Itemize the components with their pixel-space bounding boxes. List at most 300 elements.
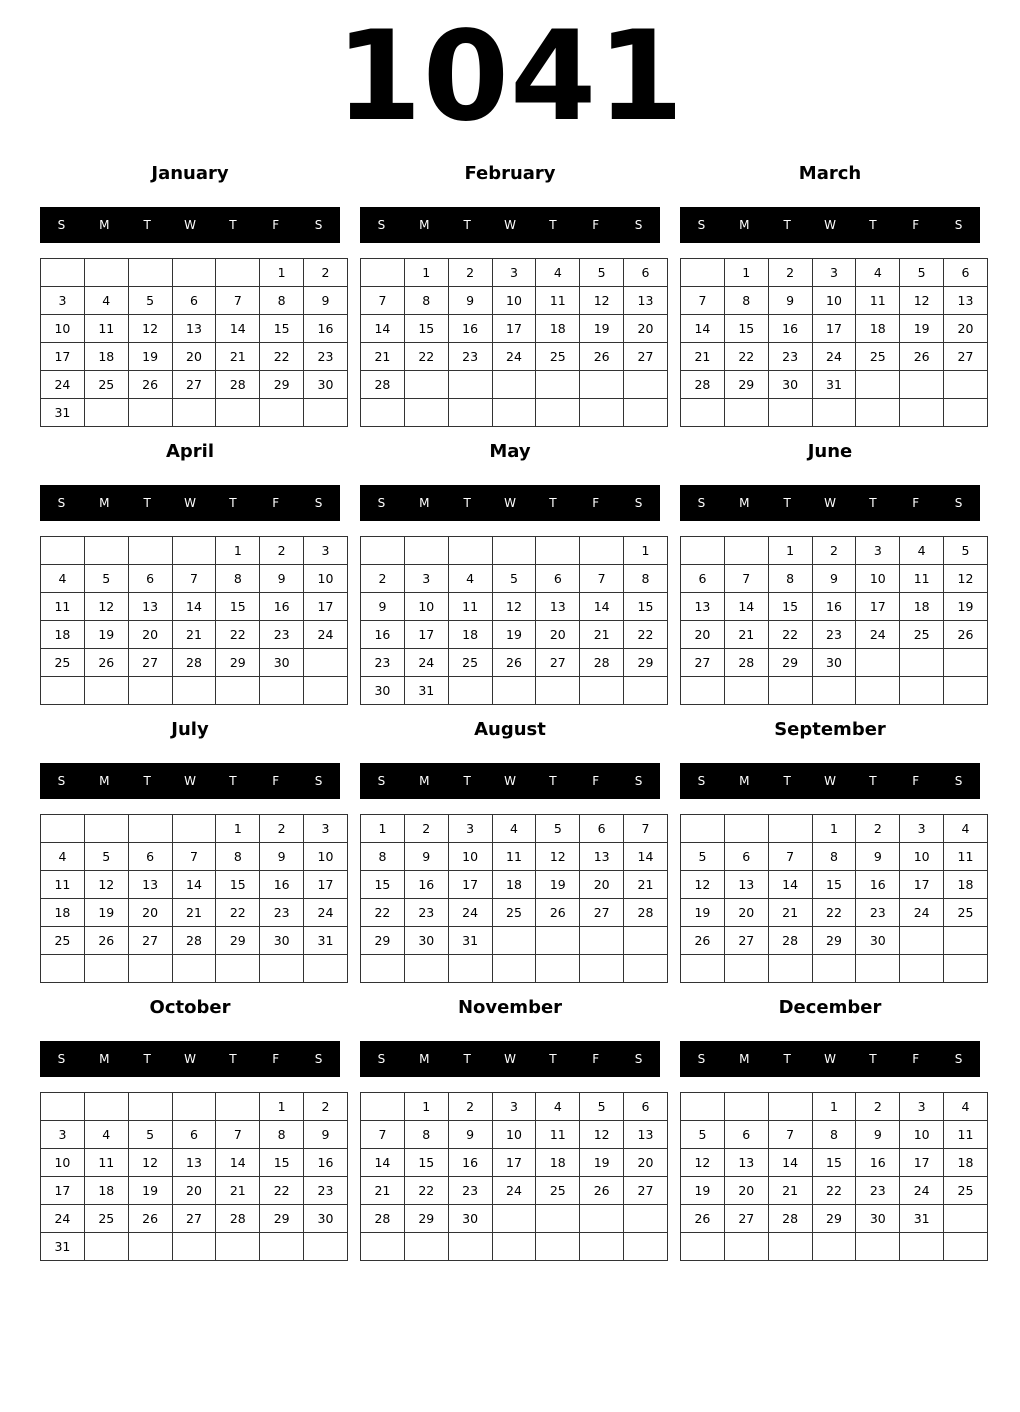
day-cell: 1 xyxy=(812,1093,856,1121)
week-row xyxy=(41,1093,348,1121)
day-cell: 10 xyxy=(41,1149,85,1177)
day-cell: 6 xyxy=(624,1093,668,1121)
weekday-label: S xyxy=(634,1052,643,1066)
day-grid xyxy=(680,814,988,983)
day-cell xyxy=(944,649,988,677)
day-cell: 11 xyxy=(536,287,580,315)
day-cell: 10 xyxy=(900,843,944,871)
day-cell: 22 xyxy=(724,343,768,371)
month-may xyxy=(360,437,660,707)
week-row xyxy=(681,871,988,899)
day-cell xyxy=(448,537,492,565)
day-cell: 9 xyxy=(361,593,405,621)
day-cell: 12 xyxy=(492,593,536,621)
day-cell: 18 xyxy=(84,343,128,371)
day-cell: 24 xyxy=(856,621,900,649)
day-cell: 23 xyxy=(260,899,304,927)
day-cell xyxy=(260,399,304,427)
day-cell: 16 xyxy=(856,1149,900,1177)
day-cell: 10 xyxy=(900,1121,944,1149)
day-cell xyxy=(900,927,944,955)
weekday-label: M xyxy=(99,496,110,510)
day-cell xyxy=(492,927,536,955)
day-cell: 14 xyxy=(216,315,260,343)
weekday-label: T xyxy=(463,496,471,510)
day-cell: 5 xyxy=(900,259,944,287)
day-cell: 15 xyxy=(216,871,260,899)
day-cell xyxy=(448,677,492,705)
weekday-label: W xyxy=(184,1052,196,1066)
day-cell: 31 xyxy=(900,1205,944,1233)
day-cell: 28 xyxy=(361,1205,405,1233)
day-cell xyxy=(768,1233,812,1261)
day-cell xyxy=(856,677,900,705)
day-cell xyxy=(260,677,304,705)
day-cell xyxy=(84,955,128,983)
day-cell: 15 xyxy=(624,593,668,621)
day-grid xyxy=(680,1092,988,1261)
day-cell xyxy=(724,1233,768,1261)
weekday-label: F xyxy=(912,1052,920,1066)
day-cell: 26 xyxy=(900,343,944,371)
day-cell: 11 xyxy=(84,1149,128,1177)
day-cell: 22 xyxy=(812,1177,856,1205)
day-cell xyxy=(812,1233,856,1261)
day-cell xyxy=(404,371,448,399)
day-cell: 21 xyxy=(172,621,216,649)
month-name: January xyxy=(151,163,229,184)
weekday-label: F xyxy=(592,496,600,510)
day-cell: 20 xyxy=(580,871,624,899)
day-cell: 18 xyxy=(448,621,492,649)
day-cell: 20 xyxy=(172,343,216,371)
month-name: February xyxy=(464,163,556,184)
day-cell xyxy=(84,259,128,287)
day-cell: 11 xyxy=(536,1121,580,1149)
day-cell: 16 xyxy=(448,315,492,343)
weekday-label: M xyxy=(419,218,430,232)
day-cell: 18 xyxy=(944,1149,988,1177)
day-cell xyxy=(580,1233,624,1261)
day-cell: 19 xyxy=(681,899,725,927)
day-cell xyxy=(492,371,536,399)
day-cell xyxy=(944,927,988,955)
day-cell: 12 xyxy=(900,287,944,315)
day-cell: 12 xyxy=(681,1149,725,1177)
day-cell: 5 xyxy=(681,843,725,871)
week-row xyxy=(361,843,668,871)
day-cell: 18 xyxy=(41,899,85,927)
day-grid xyxy=(40,536,348,705)
day-cell: 15 xyxy=(361,871,405,899)
day-cell: 9 xyxy=(448,1121,492,1149)
month-december xyxy=(680,993,980,1263)
day-cell: 10 xyxy=(304,565,348,593)
day-cell: 24 xyxy=(404,649,448,677)
day-cell: 25 xyxy=(900,621,944,649)
weekday-header xyxy=(680,763,980,799)
day-cell: 30 xyxy=(856,1205,900,1233)
day-cell: 31 xyxy=(448,927,492,955)
day-cell xyxy=(856,1233,900,1261)
day-cell xyxy=(448,1233,492,1261)
day-cell: 18 xyxy=(84,1177,128,1205)
week-row xyxy=(681,1121,988,1149)
day-cell: 4 xyxy=(944,1093,988,1121)
day-cell xyxy=(128,677,172,705)
day-cell: 3 xyxy=(900,1093,944,1121)
day-cell xyxy=(172,259,216,287)
day-cell: 1 xyxy=(216,537,260,565)
day-cell: 12 xyxy=(944,565,988,593)
day-cell: 17 xyxy=(900,871,944,899)
day-cell: 7 xyxy=(580,565,624,593)
day-cell: 31 xyxy=(404,677,448,705)
day-cell: 21 xyxy=(768,899,812,927)
weekday-label: T xyxy=(229,496,237,510)
day-cell xyxy=(580,927,624,955)
day-grid xyxy=(40,258,348,427)
day-cell: 25 xyxy=(84,1205,128,1233)
day-cell xyxy=(624,677,668,705)
day-cell: 28 xyxy=(172,927,216,955)
day-cell: 7 xyxy=(624,815,668,843)
week-row xyxy=(361,1121,668,1149)
weekday-label: T xyxy=(229,774,237,788)
weekday-label: W xyxy=(504,496,516,510)
month-march xyxy=(680,159,980,429)
day-cell: 3 xyxy=(856,537,900,565)
day-cell: 23 xyxy=(304,1177,348,1205)
day-cell: 13 xyxy=(128,593,172,621)
day-cell: 27 xyxy=(536,649,580,677)
day-cell xyxy=(944,1233,988,1261)
day-cell xyxy=(856,399,900,427)
day-cell: 7 xyxy=(216,1121,260,1149)
week-row xyxy=(681,927,988,955)
week-row xyxy=(361,677,668,705)
weekday-label: T xyxy=(229,1052,237,1066)
week-row xyxy=(361,899,668,927)
day-cell xyxy=(580,537,624,565)
week-row xyxy=(361,593,668,621)
day-cell xyxy=(856,649,900,677)
day-cell: 16 xyxy=(260,593,304,621)
weekday-label: T xyxy=(869,1052,877,1066)
day-cell: 12 xyxy=(84,593,128,621)
day-cell: 13 xyxy=(580,843,624,871)
day-cell: 30 xyxy=(304,371,348,399)
day-grid xyxy=(40,814,348,983)
day-cell xyxy=(681,399,725,427)
day-cell xyxy=(580,955,624,983)
month-name: June xyxy=(807,441,853,462)
day-cell: 6 xyxy=(580,815,624,843)
day-cell xyxy=(536,371,580,399)
weekday-label: T xyxy=(143,1052,151,1066)
week-row xyxy=(361,565,668,593)
week-row xyxy=(361,1177,668,1205)
day-cell: 26 xyxy=(84,927,128,955)
day-cell xyxy=(260,955,304,983)
day-grid xyxy=(360,1092,668,1261)
day-cell: 15 xyxy=(812,871,856,899)
week-row xyxy=(681,843,988,871)
week-row xyxy=(681,343,988,371)
day-cell: 22 xyxy=(624,621,668,649)
day-cell xyxy=(41,1093,85,1121)
day-cell: 14 xyxy=(361,1149,405,1177)
day-cell: 3 xyxy=(448,815,492,843)
day-cell: 5 xyxy=(944,537,988,565)
day-cell: 6 xyxy=(172,1121,216,1149)
day-cell: 17 xyxy=(812,315,856,343)
day-cell: 11 xyxy=(41,871,85,899)
weekday-label: T xyxy=(463,1052,471,1066)
day-cell: 2 xyxy=(260,815,304,843)
weekday-label: S xyxy=(954,218,963,232)
day-cell xyxy=(944,371,988,399)
day-cell: 27 xyxy=(128,649,172,677)
day-cell: 13 xyxy=(128,871,172,899)
day-cell: 11 xyxy=(448,593,492,621)
week-row xyxy=(361,1093,668,1121)
day-cell xyxy=(41,955,85,983)
weekday-label: S xyxy=(57,496,66,510)
day-cell: 14 xyxy=(172,871,216,899)
day-cell xyxy=(84,677,128,705)
day-cell: 9 xyxy=(304,287,348,315)
day-cell xyxy=(681,815,725,843)
day-cell: 25 xyxy=(536,1177,580,1205)
week-row xyxy=(41,565,348,593)
day-cell xyxy=(128,259,172,287)
day-cell: 11 xyxy=(41,593,85,621)
day-cell xyxy=(536,399,580,427)
day-cell: 21 xyxy=(361,1177,405,1205)
day-cell: 23 xyxy=(361,649,405,677)
day-cell: 7 xyxy=(681,287,725,315)
day-cell: 20 xyxy=(172,1177,216,1205)
day-cell: 10 xyxy=(404,593,448,621)
day-cell: 1 xyxy=(260,259,304,287)
day-cell: 8 xyxy=(216,843,260,871)
day-cell: 3 xyxy=(492,259,536,287)
day-cell: 26 xyxy=(580,343,624,371)
day-cell xyxy=(172,1093,216,1121)
day-cell xyxy=(128,1233,172,1261)
day-cell: 17 xyxy=(41,1177,85,1205)
day-cell: 3 xyxy=(41,1121,85,1149)
day-cell: 18 xyxy=(41,621,85,649)
day-cell: 16 xyxy=(361,621,405,649)
weekday-label: S xyxy=(377,774,386,788)
day-cell: 7 xyxy=(361,287,405,315)
day-cell: 28 xyxy=(768,927,812,955)
month-june xyxy=(680,437,980,707)
day-cell xyxy=(41,537,85,565)
day-cell xyxy=(492,955,536,983)
day-cell: 25 xyxy=(944,1177,988,1205)
day-cell: 5 xyxy=(84,565,128,593)
weekday-label: S xyxy=(634,218,643,232)
day-cell: 14 xyxy=(624,843,668,871)
weekday-label: T xyxy=(869,218,877,232)
day-cell: 6 xyxy=(624,259,668,287)
day-cell xyxy=(492,1233,536,1261)
weekday-header xyxy=(40,763,340,799)
day-cell: 26 xyxy=(128,1205,172,1233)
day-cell: 2 xyxy=(404,815,448,843)
day-cell: 9 xyxy=(856,1121,900,1149)
month-september xyxy=(680,715,980,985)
day-cell: 1 xyxy=(724,259,768,287)
month-name: August xyxy=(474,719,546,740)
day-cell: 9 xyxy=(768,287,812,315)
day-cell xyxy=(681,1233,725,1261)
day-cell: 4 xyxy=(448,565,492,593)
day-cell: 8 xyxy=(724,287,768,315)
day-cell: 5 xyxy=(128,287,172,315)
weekday-label: W xyxy=(824,218,836,232)
day-cell: 20 xyxy=(128,899,172,927)
day-cell xyxy=(812,955,856,983)
day-cell xyxy=(944,1205,988,1233)
day-cell: 21 xyxy=(768,1177,812,1205)
day-cell: 30 xyxy=(404,927,448,955)
day-cell xyxy=(768,815,812,843)
day-cell: 8 xyxy=(260,1121,304,1149)
day-cell: 16 xyxy=(768,315,812,343)
day-cell xyxy=(724,955,768,983)
day-cell xyxy=(492,399,536,427)
week-row xyxy=(361,621,668,649)
weekday-label: T xyxy=(229,218,237,232)
day-cell: 18 xyxy=(944,871,988,899)
day-cell: 4 xyxy=(536,1093,580,1121)
day-cell: 7 xyxy=(768,843,812,871)
day-cell: 19 xyxy=(492,621,536,649)
day-cell: 19 xyxy=(681,1177,725,1205)
day-cell: 13 xyxy=(944,287,988,315)
week-row xyxy=(361,343,668,371)
day-cell: 27 xyxy=(944,343,988,371)
day-cell: 3 xyxy=(41,287,85,315)
day-cell: 5 xyxy=(128,1121,172,1149)
day-cell xyxy=(681,537,725,565)
day-cell: 11 xyxy=(84,315,128,343)
week-row xyxy=(681,1093,988,1121)
week-row xyxy=(681,371,988,399)
day-cell xyxy=(944,677,988,705)
day-cell: 6 xyxy=(681,565,725,593)
week-row xyxy=(41,677,348,705)
day-cell: 20 xyxy=(724,1177,768,1205)
week-row xyxy=(41,1121,348,1149)
day-cell: 25 xyxy=(492,899,536,927)
day-cell: 15 xyxy=(404,1149,448,1177)
week-row xyxy=(361,371,668,399)
week-row xyxy=(681,315,988,343)
weekday-header xyxy=(680,485,980,521)
day-cell xyxy=(624,927,668,955)
day-cell: 26 xyxy=(84,649,128,677)
day-cell: 29 xyxy=(361,927,405,955)
day-grid xyxy=(360,536,668,705)
day-cell: 13 xyxy=(536,593,580,621)
day-cell: 11 xyxy=(944,1121,988,1149)
weekday-header xyxy=(360,1041,660,1077)
day-cell: 31 xyxy=(304,927,348,955)
day-cell: 4 xyxy=(41,843,85,871)
day-cell: 19 xyxy=(944,593,988,621)
day-cell: 20 xyxy=(724,899,768,927)
day-cell: 10 xyxy=(492,1121,536,1149)
weekday-label: M xyxy=(99,1052,110,1066)
day-cell: 24 xyxy=(304,899,348,927)
week-row xyxy=(681,537,988,565)
day-cell: 19 xyxy=(84,621,128,649)
day-cell xyxy=(624,955,668,983)
day-cell: 22 xyxy=(260,1177,304,1205)
day-cell xyxy=(724,537,768,565)
month-name: April xyxy=(165,441,215,462)
week-row xyxy=(41,815,348,843)
month-name: October xyxy=(149,997,231,1018)
day-cell xyxy=(172,955,216,983)
weekday-label: S xyxy=(57,218,66,232)
day-cell: 2 xyxy=(768,259,812,287)
day-cell: 25 xyxy=(448,649,492,677)
weekday-header xyxy=(40,485,340,521)
day-cell: 2 xyxy=(448,1093,492,1121)
day-cell: 4 xyxy=(900,537,944,565)
day-cell xyxy=(724,399,768,427)
day-cell: 27 xyxy=(681,649,725,677)
day-cell: 2 xyxy=(260,537,304,565)
week-row xyxy=(361,1149,668,1177)
day-cell: 21 xyxy=(172,899,216,927)
month-name: September xyxy=(774,719,886,740)
day-cell: 22 xyxy=(260,343,304,371)
day-cell: 17 xyxy=(41,343,85,371)
day-cell: 8 xyxy=(216,565,260,593)
weekday-label: W xyxy=(504,1052,516,1066)
day-cell: 21 xyxy=(624,871,668,899)
weekday-label: F xyxy=(272,774,280,788)
day-cell xyxy=(404,537,448,565)
day-cell: 28 xyxy=(216,371,260,399)
day-cell: 20 xyxy=(624,315,668,343)
day-cell: 30 xyxy=(856,927,900,955)
day-cell: 1 xyxy=(260,1093,304,1121)
weekday-label: M xyxy=(419,774,430,788)
weekday-label: T xyxy=(783,1052,791,1066)
day-cell: 6 xyxy=(536,565,580,593)
day-cell: 22 xyxy=(404,1177,448,1205)
day-cell: 3 xyxy=(812,259,856,287)
day-cell: 10 xyxy=(304,843,348,871)
day-cell xyxy=(900,1233,944,1261)
day-cell xyxy=(172,399,216,427)
day-cell: 29 xyxy=(216,927,260,955)
day-cell: 11 xyxy=(856,287,900,315)
week-row xyxy=(681,287,988,315)
day-cell xyxy=(84,1093,128,1121)
weekday-label: S xyxy=(634,774,643,788)
day-cell: 30 xyxy=(260,927,304,955)
week-row xyxy=(361,955,668,983)
